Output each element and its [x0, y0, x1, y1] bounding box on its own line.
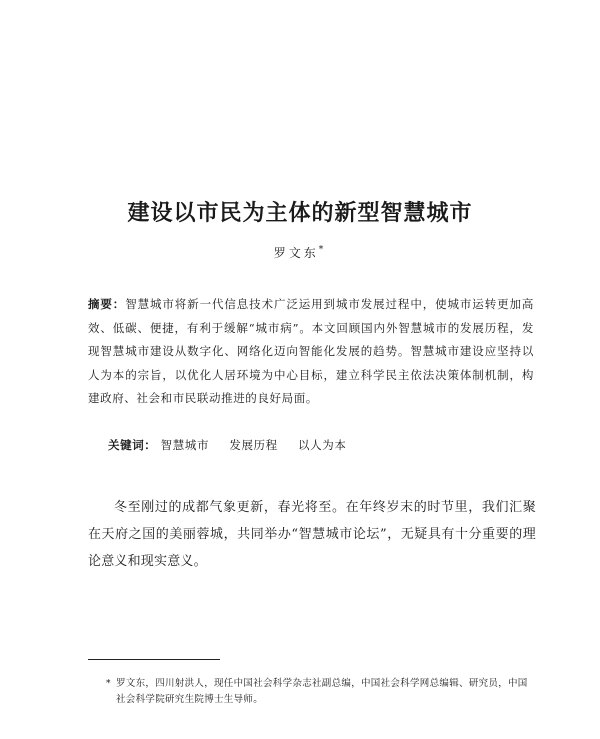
keywords-label: 关键词： [108, 438, 157, 452]
keywords [108, 437, 534, 453]
abstract-text: 智慧城市将新一代信息技术广泛运用到城市发展过程中，使城市运转更加高效、低碳、便捷，有利于缓解“城市病”。本文回顾国内外智慧城市的发展历程，发现智慧城市建设从数字化、网络化迈向智能化发展的趋势。智慧城市建设应坚持以人为本的宗旨，以优化人居环境为中心目标，建立科学民主依法决策体制机制，构建政府、社会和市民联动推进的良好局面。 [88, 297, 534, 405]
author-line [0, 244, 600, 261]
author-footnote-mark: * [318, 245, 327, 255]
body-paragraph: 冬至刚过的成都气象更新，春光将至。在年终岁末的时节里，我们汇聚在天府之国的美丽蓉城，共同举办“智慧城市论坛”，无疑具有十分重要的理论意义和现实意义。 [88, 500, 536, 569]
footnote-text: 罗文东，四川射洪人，现任中国社会科学杂志社副总编，中国社会科学网总编辑、研究员，中国社会科学院研究生院博士生导师。 [116, 678, 528, 705]
footnote-divider [88, 659, 220, 660]
abstract [88, 293, 534, 411]
paper-title: 建设以市民为主体的新型智慧城市 [127, 200, 473, 226]
footnote-mark: * [106, 679, 111, 689]
author-name: 罗文东 [273, 246, 319, 260]
keyword: 智慧城市 [160, 438, 210, 452]
abstract-label: 摘要： [88, 297, 126, 311]
keyword: 发展历程 [229, 438, 278, 452]
keyword: 以人为本 [298, 438, 347, 452]
footnote [106, 676, 536, 708]
